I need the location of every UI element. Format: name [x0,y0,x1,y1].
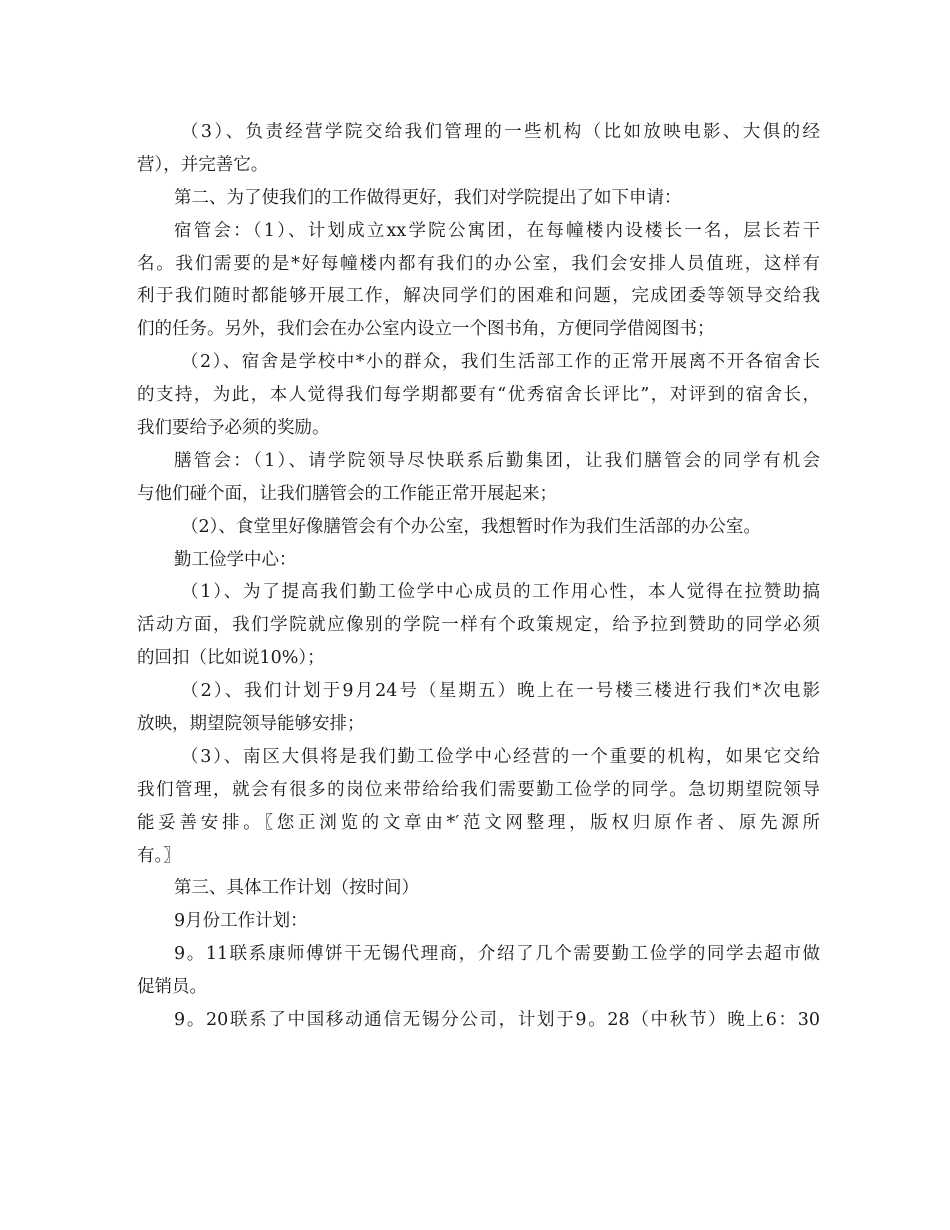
text-line: 促销员。 [137,977,207,998]
text-line: 的回扣（比如说10%）； [137,648,325,669]
text-line: 我们管理，就会有很多的岗位来带给给我们需要勤工俭学的同学。急切期望院领导 [137,779,820,800]
text-line: 9。11联系康师傅饼干无锡代理商，介绍了几个需要勤工俭学的同学去超市做 [174,944,820,965]
document-body [137,116,820,1037]
text-line: 9。20联系了中国移动通信无锡分公司，计划于9。28（中秋节）晚上6：30 [174,1010,820,1031]
text-line: （1）、为了提高我们勤工俭学中心成员的工作用心性，本人觉得在拉赞助搞 [181,582,820,603]
text-line: （3）、负责经营学院交给我们管理的一些机构（比如放映电影、大俱的经 [181,122,820,142]
text-line: 9月份工作计划： [174,911,308,932]
text-line: （2）、我们计划于9月24号（星期五）晚上在一号楼三楼进行我们*次电影 [181,681,820,702]
text-line: 的支持，为此，本人觉得我们每学期都要有“优秀宿舍长评比”，对评到的宿舍长， [137,385,820,406]
text-line: 与他们碰个面，让我们膳管会的工作能正常开展起来； [137,483,557,504]
text-line: （2）、宿舍是学校中*小的群众，我们生活部工作的正常开展离不开各宿舍长 [181,352,820,373]
text-line: 勤工俭学中心： [174,549,297,570]
text-line: 第二、为了使我们的工作做得更好，我们对学院提出了如下申请： [174,187,682,208]
text-line: 我们要给予必须的奖励。 [137,418,330,439]
text-line: （3）、南区大俱将是我们勤工俭学中心经营的一个重要的机构，如果它交给 [181,746,820,767]
text-line: 膳管会：（1）、请学院领导尽快联系后勤集团，让我们膳管会的同学有机会 [174,450,820,471]
text-line: 放映，期望院领导能够安排； [137,714,365,735]
text-line: 能妥善安排。〖您正浏览的文章由*′范文网整理，版权归原作者、原先源所 [137,812,820,833]
text-line: 们的任务。另外，我们会在办公室内设立一个图书角，方便同学借阅图书； [137,319,715,340]
text-line: 名。我们需要的是*好每幢楼内都有我们的办公室，我们会安排人员值班，这样有 [137,253,820,274]
text-line: 利于我们随时都能够开展工作，解决同学们的困难和问题，完成团委等领导交给我 [137,286,820,307]
text-line: 营），并完善它。 [137,154,269,175]
text-line: 有。〗 [137,845,181,866]
text-line: 活动方面，我们学院就应像别的学院一样有个政策规定，给予拉到赞助的同学必须 [137,615,820,636]
text-line: 第三、具体工作计划（按时间） [174,878,419,899]
text-line: （2）、食堂里好像膳管会有个办公室，我想暂时作为我们生活部的办公室。 [181,516,761,537]
text-line: 宿管会：（1）、计划成立xx学院公寓团，在每幢楼内设楼长一名，层长若干 [174,220,820,241]
